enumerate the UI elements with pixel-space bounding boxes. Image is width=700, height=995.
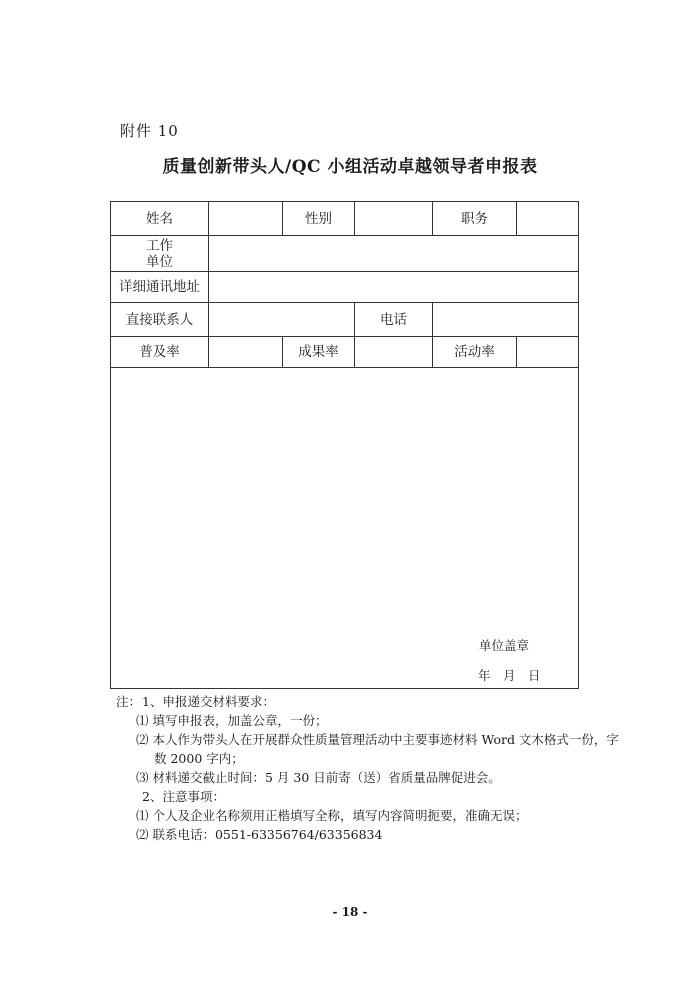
work-unit-field[interactable] bbox=[209, 236, 579, 272]
position-label: 职务 bbox=[433, 202, 517, 236]
notes-item: ⑴ 个人及企业名称须用正楷填写全称，填写内容简明扼要，准确无误； bbox=[136, 808, 528, 823]
phone-label: 电话 bbox=[355, 303, 433, 337]
contact-label: 直接联系人 bbox=[111, 303, 209, 337]
notes-item: ⑵ 联系电话：0551-63356764/63356834 bbox=[136, 827, 383, 842]
address-label: 详细通讯地址 bbox=[111, 272, 209, 303]
deeds-field[interactable] bbox=[111, 368, 579, 689]
form-title: 质量创新带头人/QC 小组活动卓越领导者申报表 bbox=[162, 157, 538, 177]
gender-label: 性别 bbox=[283, 202, 355, 236]
table-row bbox=[111, 202, 579, 236]
application-form-table bbox=[110, 201, 579, 689]
notes-prefix: 注： bbox=[116, 694, 142, 709]
notes-section bbox=[116, 692, 619, 844]
table-row bbox=[111, 368, 579, 689]
annex-label: 附件 10 bbox=[120, 122, 179, 140]
phone-field[interactable] bbox=[433, 303, 579, 337]
activity-label: 活动率 bbox=[433, 337, 517, 368]
table-row bbox=[111, 303, 579, 337]
notes-item: ⑶ 材料递交截止时间：5 月 30 日前寄（送）省质量品牌促进会。 bbox=[136, 770, 501, 785]
name-label: 姓名 bbox=[111, 202, 209, 236]
achievement-label: 成果率 bbox=[283, 337, 355, 368]
notes-item: ⑴ 填写申报表，加盖公章，一份； bbox=[136, 713, 328, 728]
activity-field[interactable] bbox=[517, 337, 579, 368]
gender-field[interactable] bbox=[355, 202, 433, 236]
notes-item-continued: 数 2000 字内； bbox=[154, 751, 244, 766]
notes-section1: 1、申报递交材料要求： bbox=[142, 694, 275, 709]
date-label: 年 月 日 bbox=[478, 668, 541, 683]
work-unit-label: 工作单位 bbox=[111, 236, 209, 272]
page-number: - 18 - bbox=[332, 905, 368, 919]
table-row bbox=[111, 272, 579, 303]
table-row bbox=[111, 236, 579, 272]
contact-field[interactable] bbox=[209, 303, 355, 337]
stamp-label: 单位盖章 bbox=[479, 638, 530, 653]
table-row bbox=[111, 337, 579, 368]
address-field[interactable] bbox=[209, 272, 579, 303]
popularity-label: 普及率 bbox=[111, 337, 209, 368]
notes-item: ⑵ 本人作为带头人在开展群众性质量管理活动中主要事迹材料 Word 文木格式一份，字 bbox=[136, 732, 619, 747]
achievement-field[interactable] bbox=[355, 337, 433, 368]
popularity-field[interactable] bbox=[209, 337, 283, 368]
name-field[interactable] bbox=[209, 202, 283, 236]
notes-section2: 2、注意事项： bbox=[142, 789, 225, 804]
position-field[interactable] bbox=[517, 202, 579, 236]
